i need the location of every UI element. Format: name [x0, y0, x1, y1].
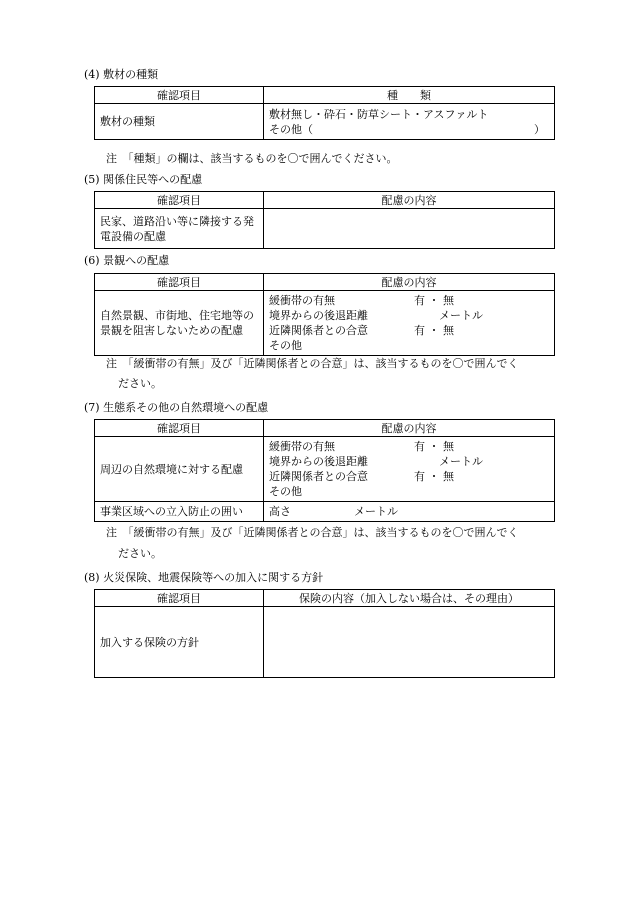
header-type: 種 類: [264, 87, 555, 104]
header-insurance-content: 保険の内容（加入しない場合は、その理由）: [264, 590, 555, 607]
item-ground-material: 敷材の種類: [95, 104, 264, 140]
agreement-value: 有 ・ 無: [414, 324, 454, 337]
section-7-heading: (7) 生態系その他の自然環境への配慮: [84, 401, 269, 414]
table-natural-env: [94, 419, 555, 522]
buffer-label: 緩衝帯の有無: [269, 294, 335, 307]
section-4-note: 注 「種類」の欄は、該当するものを〇で囲んでください。: [106, 152, 398, 165]
cell-fence-height[interactable]: [264, 502, 555, 522]
height-label: 高さ: [269, 505, 291, 518]
table-landscape: [94, 273, 555, 356]
header-check-item: 確認項目: [95, 274, 264, 291]
options-line: 敷材無し・砕石・防草シート・アスファルト: [269, 107, 489, 121]
header-consideration: 配慮の内容: [264, 274, 555, 291]
section-5-heading: (5) 関係住民等への配慮: [84, 173, 203, 186]
setback-label: 境界からの後退距離: [269, 455, 368, 468]
agreement-value: 有 ・ 無: [414, 470, 454, 483]
other-line: その他（ ）: [269, 122, 545, 136]
item-fence: 事業区域への立入防止の囲い: [95, 502, 264, 522]
cell-landscape-content[interactable]: [264, 291, 555, 356]
setback-label: 境界からの後退距離: [269, 309, 368, 322]
item-landscape: 自然景観、市街地、住宅地等の景観を阻害しないための配慮: [95, 291, 264, 356]
header-check-item: 確認項目: [95, 420, 264, 437]
agreement-label: 近隣関係者との合意: [269, 470, 368, 483]
section-6-heading: (6) 景観への配慮: [84, 254, 170, 267]
buffer-value: 有 ・ 無: [414, 294, 454, 307]
cell-ground-material-options[interactable]: [264, 104, 555, 140]
table-insurance: [94, 589, 555, 678]
other-label: その他: [269, 485, 302, 498]
item-natural-env: 周辺の自然環境に対する配慮: [95, 437, 264, 502]
header-check-item: 確認項目: [95, 87, 264, 104]
section-4-heading: (4) 敷材の種類: [84, 68, 159, 81]
setback-unit: メートル: [439, 309, 483, 322]
section-6-note-cont: ださい。: [118, 377, 162, 390]
section-7-note: 注 「緩衝帯の有無」及び「近隣関係者との合意」は、該当するものを〇で囲んでく: [106, 526, 519, 539]
table-residents: [94, 191, 555, 249]
section-8-heading: (8) 火災保険、地震保険等への加入に関する方針: [84, 571, 324, 584]
agreement-label: 近隣関係者との合意: [269, 324, 368, 337]
item-insurance-policy: 加入する保険の方針: [95, 607, 264, 678]
buffer-value: 有 ・ 無: [414, 440, 454, 453]
height-unit: メートル: [354, 505, 398, 518]
setback-unit: メートル: [439, 455, 483, 468]
header-check-item: 確認項目: [95, 590, 264, 607]
section-6-note: 注 「緩衝帯の有無」及び「近隣関係者との合意」は、該当するものを〇で囲んでく: [106, 357, 519, 370]
other-label: その他: [269, 339, 302, 352]
cell-residents-content[interactable]: [264, 209, 555, 249]
cell-natural-env-content[interactable]: [264, 437, 555, 502]
header-consideration: 配慮の内容: [264, 420, 555, 437]
cell-insurance-content[interactable]: [264, 607, 555, 678]
item-residents: 民家、道路沿い等に隣接する発電設備の配慮: [95, 209, 264, 249]
section-7-note-cont: ださい。: [118, 547, 162, 560]
buffer-label: 緩衝帯の有無: [269, 440, 335, 453]
header-check-item: 確認項目: [95, 192, 264, 209]
table-ground-material: [94, 86, 555, 140]
header-consideration: 配慮の内容: [264, 192, 555, 209]
